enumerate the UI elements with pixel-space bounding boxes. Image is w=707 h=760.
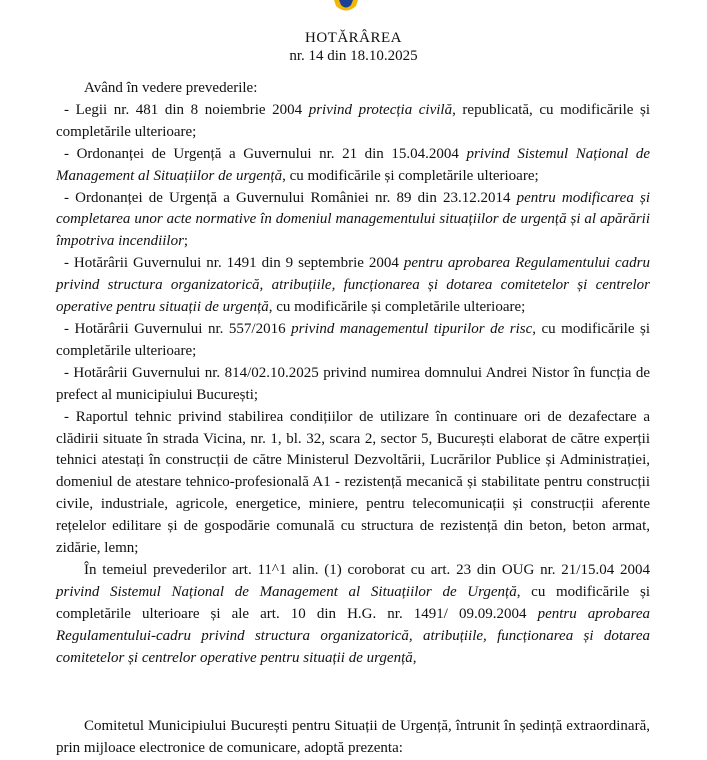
legal-reference-item: - Raportul tehnic privind stabilirea condițiilor de utilizare în continuare ori de dezafectare a clădirii situate în strada Vicina, nr. 1, bl. 32, scara 2, sector 5, București elaborat de către experții tehnici atestați în construcții de către Ministerul Dezvoltării, Lucrărilor Publice și Administrației, domeniul de atestare tehnico-profesională A1 - rezistență mecanică și stabilitate pentru construcții civile, industriale, agricole, energetice, miniere, pentru telecomunicații și construcții aferente rețelelor edilitare și de gospodărie comunală cu structura de rezistență din beton, beton armat, zidărie, lemn;	[56, 408, 650, 557]
intro-line: Având în vedere prevederile:	[84, 80, 258, 96]
legal-reference-item: - Hotărârii Guvernului nr. 1491 din 9 septembrie 2004 pentru aprobarea Regulamentului cadru privind structura organizatorică, atribuțiile, funcționarea și dotarea comitetelor și centrelor operative pentru situații de urgență, cu modificările și completările ulterioare;	[56, 255, 650, 316]
document-body	[56, 78, 650, 760]
legal-reference-item: - Legii nr. 481 din 8 noiembrie 2004 privind protecția civilă, republicată, cu modificările și completările ulterioare;	[56, 101, 650, 140]
legal-reference-item: - Hotărârii Guvernului nr. 557/2016 privind managementul tipurilor de risc, cu modificările și completările ulterioare;	[56, 320, 650, 359]
legal-reference-item: - Ordonanței de Urgență a Guvernului nr. 21 din 15.04.2004 privind Sistemul Național de Management al Situațiilor de urgență, cu modificările și completările ulterioare;	[56, 145, 651, 184]
coat-of-arms-icon	[333, 0, 359, 14]
legal-basis-paragraph: În temeiul prevederilor art. 11^1 alin. (1) coroborat cu art. 23 din OUG nr. 21/15.04 2004 privind Sistemul Național de Management al Situațiilor de Urgență, cu modificările și completările ulterioare și ale art. 10 din H.G. nr. 1491/ 09.09.2004 pentru aprobarea Regulamentului-cadru privind structura organizatorică, atribuțiile, funcționarea și dotarea comitetelor și centrelor operative pentru situații de urgență,	[56, 561, 651, 666]
legal-reference-item: - Ordonanței de Urgență a Guvernului României nr. 89 din 23.12.2014 pentru modificarea și completarea unor acte normative în domeniul managementului situațiilor de urgență și al apărării împotriva incendiilor;	[56, 189, 650, 250]
closing-paragraph: Comitetul Municipiului București pentru Situații de Urgență, întrunit în ședință extraordinară, prin mijloace electronice de comunicare, adoptă prezenta:	[56, 718, 650, 757]
document-number: nr. 14 din 18.10.2025	[289, 48, 418, 64]
legal-reference-item: - Hotărârii Guvernului nr. 814/02.10.2025 privind numirea domnului Andrei Nistor în funcția de prefect al municipiului București;	[56, 364, 650, 403]
document-title: HOTĂRÂREA	[305, 30, 402, 46]
